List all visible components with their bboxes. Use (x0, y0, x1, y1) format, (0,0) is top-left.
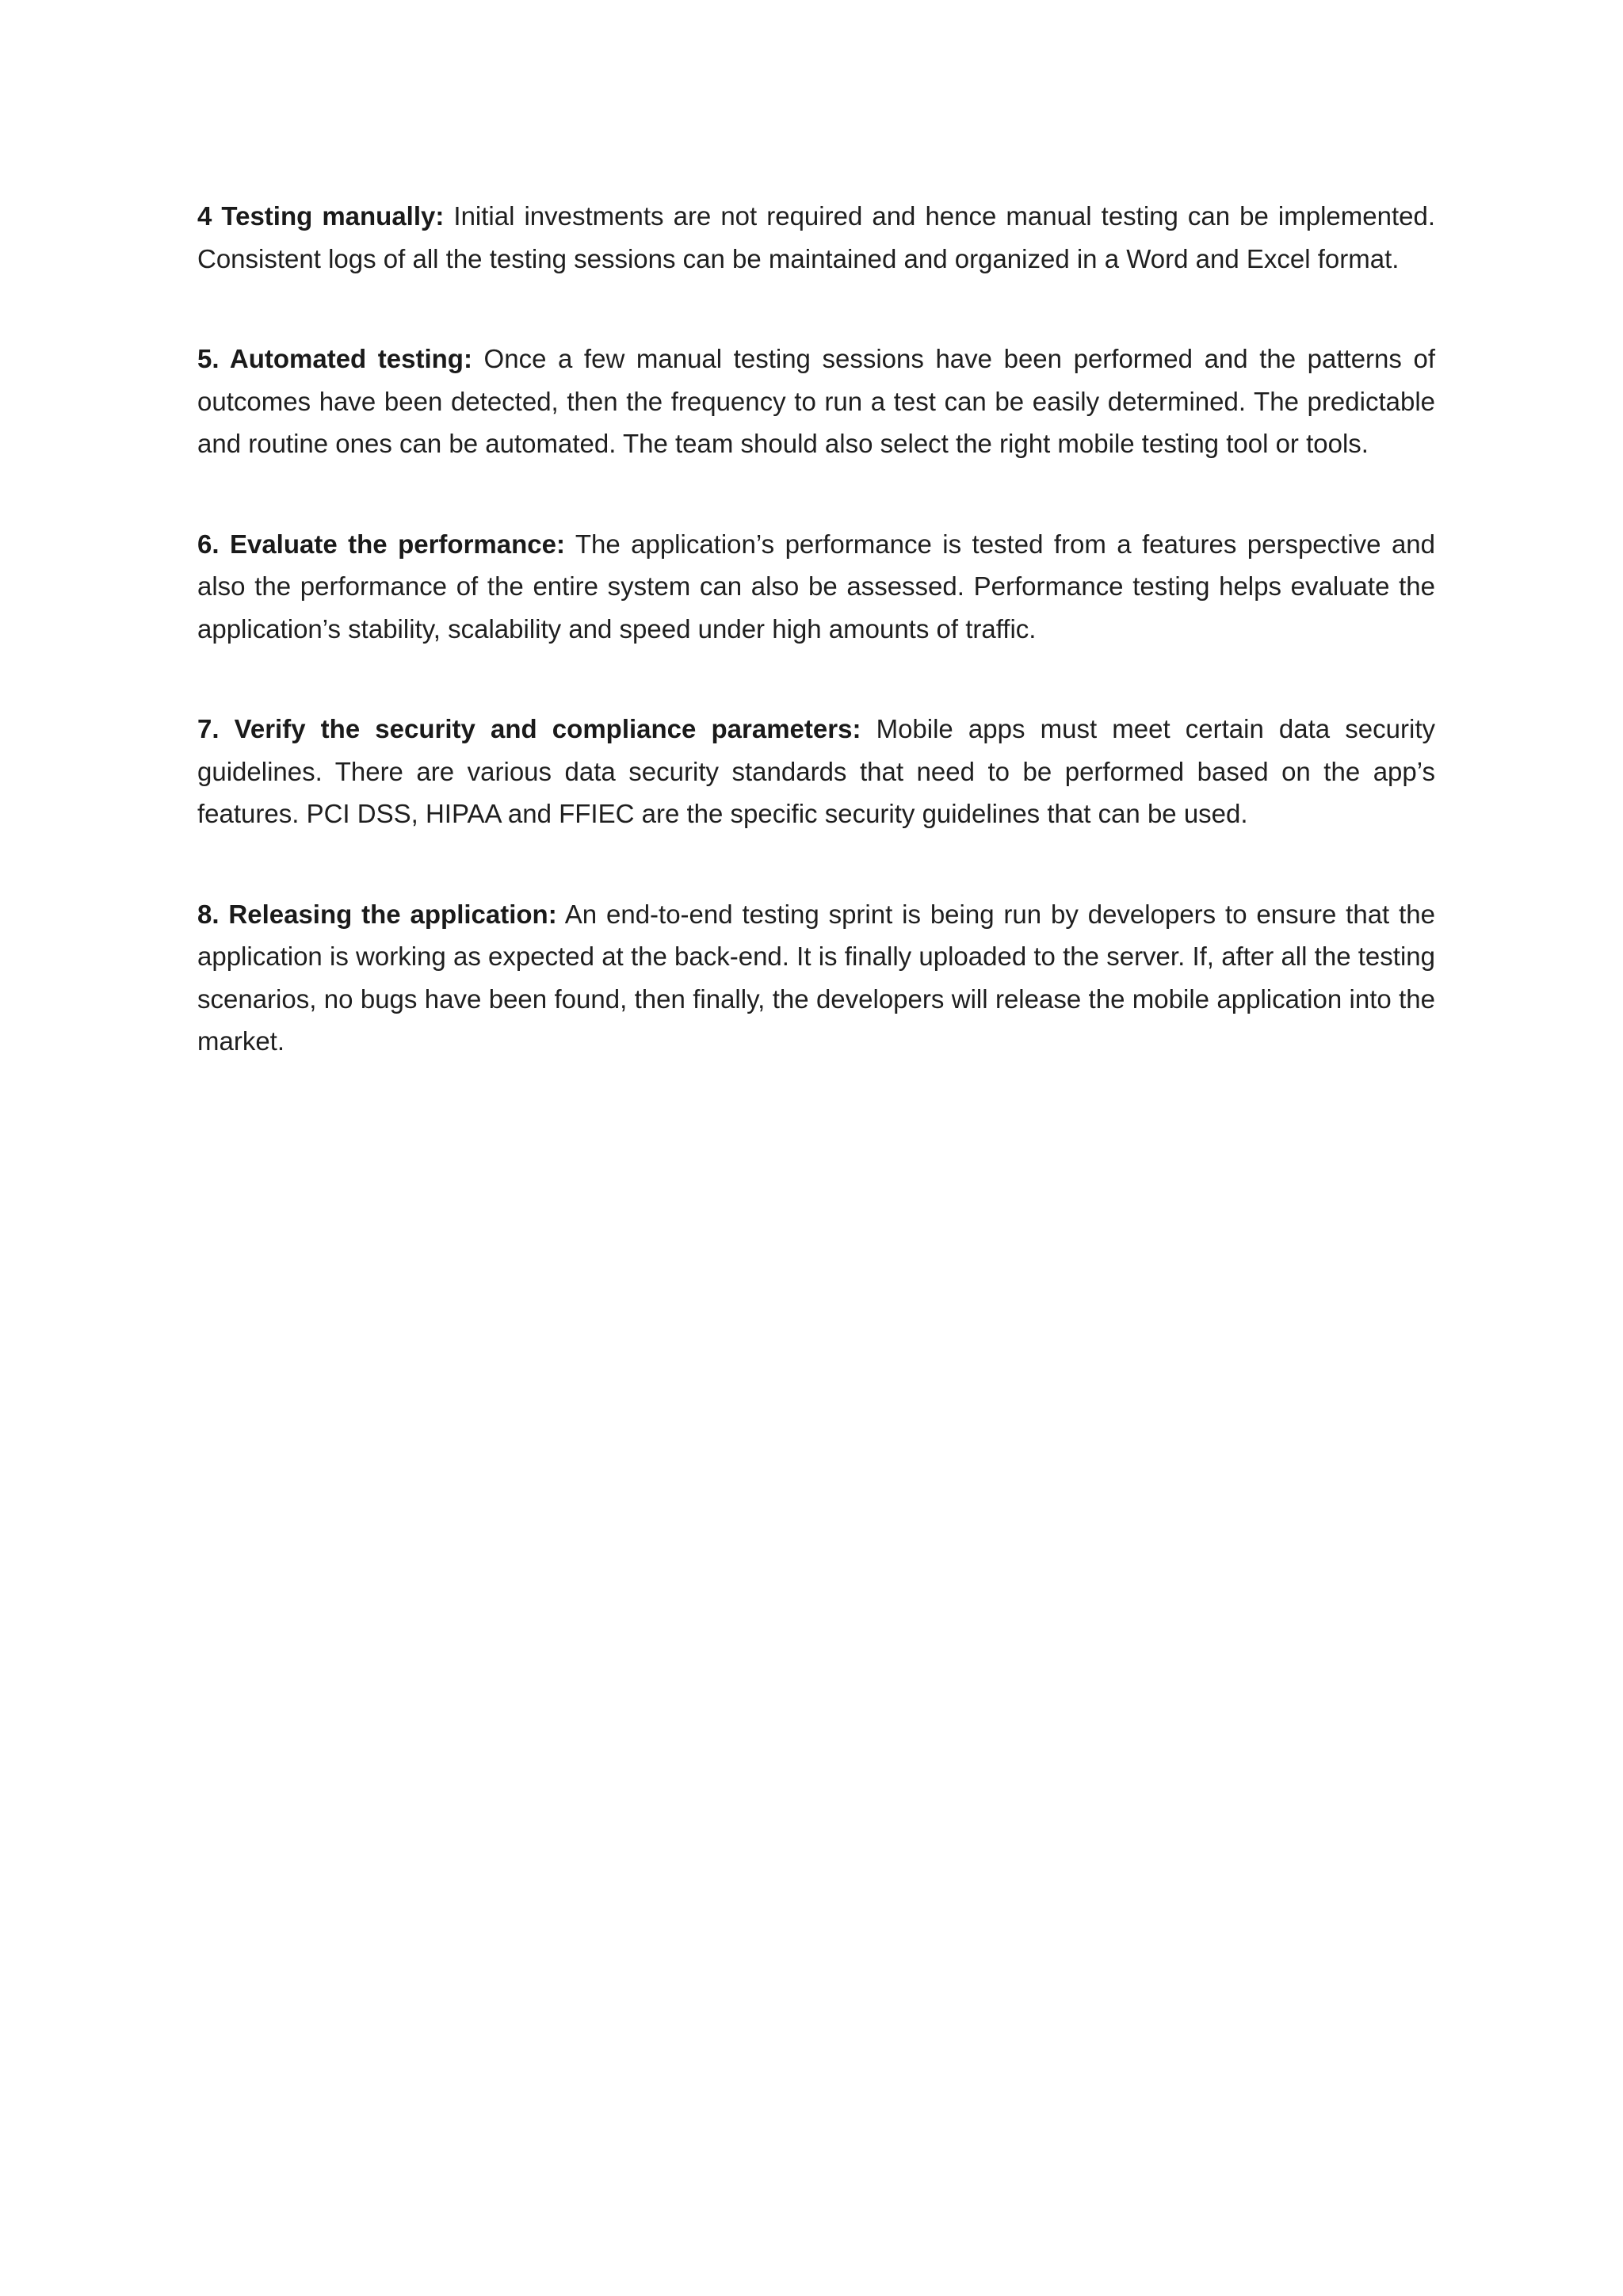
paragraph-heading: 8. Releasing the application: (197, 899, 557, 929)
document-body (197, 195, 1435, 1121)
paragraph-text: Initial investments are not required and hence manual testing can be implemented. Consistent logs of all the testing sessions can be maintained and organized in a Word and Excel format. (197, 201, 1436, 273)
paragraph-security-compliance (197, 708, 1435, 835)
paragraph-evaluate-performance (197, 523, 1435, 651)
paragraph-heading: 5. Automated testing: (197, 344, 472, 373)
paragraph-text: The application’s performance is tested from a features perspective and also the performance of the entire system can also be assessed. Performance testing helps evaluate the application’s stability, scalability and speed under high amounts of traffic. (197, 529, 1435, 644)
paragraph-heading: 6. Evaluate the performance: (197, 529, 565, 559)
paragraph-testing-manually (197, 195, 1435, 280)
paragraph-heading: 4 Testing manually: (197, 201, 445, 231)
paragraph-text: An end-to-end testing sprint is being run by developers to ensure that the application is working as expected at the back-end. It is finally uploaded to the server. If, after all the testing scenarios, no bugs have been found, then finally, the developers will release the mobile application into the market. (197, 899, 1435, 1056)
paragraph-text: Mobile apps must meet certain data security guidelines. There are various data security standards that need to be performed based on the app’s features. PCI DSS, HIPAA and FFIEC are the specific security guidelines that can be used. (197, 714, 1435, 828)
paragraph-releasing-application (197, 893, 1435, 1063)
paragraph-heading: 7. Verify the security and compliance parameters: (197, 714, 861, 743)
paragraph-automated-testing (197, 338, 1435, 465)
paragraph-text: Once a few manual testing sessions have been performed and the patterns of outcomes have been detected, then the frequency to run a test can be easily determined. The predictable and routine ones can be automated. The team should also select the right mobile testing tool or tools. (197, 344, 1436, 458)
